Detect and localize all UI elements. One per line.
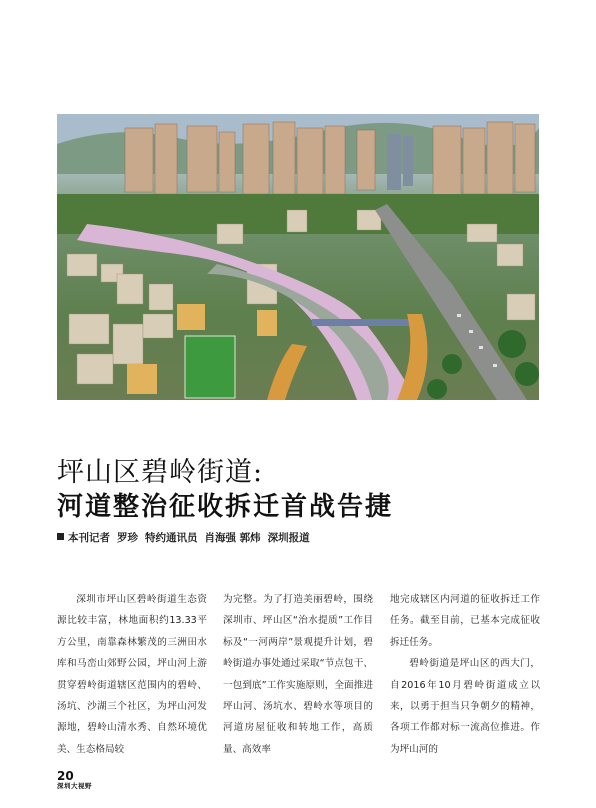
page-footer — [57, 770, 92, 790]
byline-role-reporter: 本刊记者 — [68, 532, 110, 544]
aerial-river-photo — [57, 114, 539, 400]
magazine-logo: 深圳大视野 — [57, 782, 92, 790]
body-column-1 — [57, 589, 207, 760]
body-column-3 — [390, 589, 540, 760]
byline — [57, 530, 317, 545]
body-column-2 — [223, 589, 373, 760]
page-number: 20 — [57, 769, 74, 783]
paragraph: 深圳市坪山区碧岭街道生态资源比较丰富，林地面积约13.33平方公里，南靠森林繁茂的三洲田水库和马峦山郊野公园，坪山河上游贯穿碧岭街道辖区范围内的碧岭、汤坑、沙湖三个社区，为坪山河发源地，碧岭山清水秀、自然环境优美、生态格局较 — [57, 594, 207, 755]
square-bullet-icon — [57, 533, 64, 540]
paragraph: 为完整。为了打造美丽碧岭，围绕深圳市、坪山区“治水提质”工作目标及“一河两岸”景观提升计划，碧岭街道办事处通过采取“节点包干、一包到底”工作实施原则，全面推进坪山河、汤坑水、碧岭水等项目的河道房屋征收和转地工作，高质量、高效率 — [223, 594, 373, 755]
byline-names-correspondents: 肖海强 郭炜 — [204, 532, 261, 544]
byline-role-correspondent: 特约通讯员 — [145, 532, 198, 544]
byline-name-reporter: 罗珍 — [117, 532, 138, 544]
article-title-line2: 河道整治征收拆迁首战告捷 — [57, 492, 394, 522]
paragraph: 地完成辖区内河道的征收拆迁工作任务。截至目前，已基本完成征收拆迁任务。 — [390, 594, 540, 648]
paragraph: 碧岭街道是坪山区的西大门，自2016年10月碧岭街道成立以来，以勇于担当只争朝夕的精神，各项工作都对标一流高位推进。作为坪山河的 — [390, 658, 540, 755]
article-title-line1: 坪山区碧岭街道: — [57, 457, 264, 488]
photo-illustration — [57, 114, 539, 400]
byline-location: 深圳报道 — [267, 532, 310, 544]
